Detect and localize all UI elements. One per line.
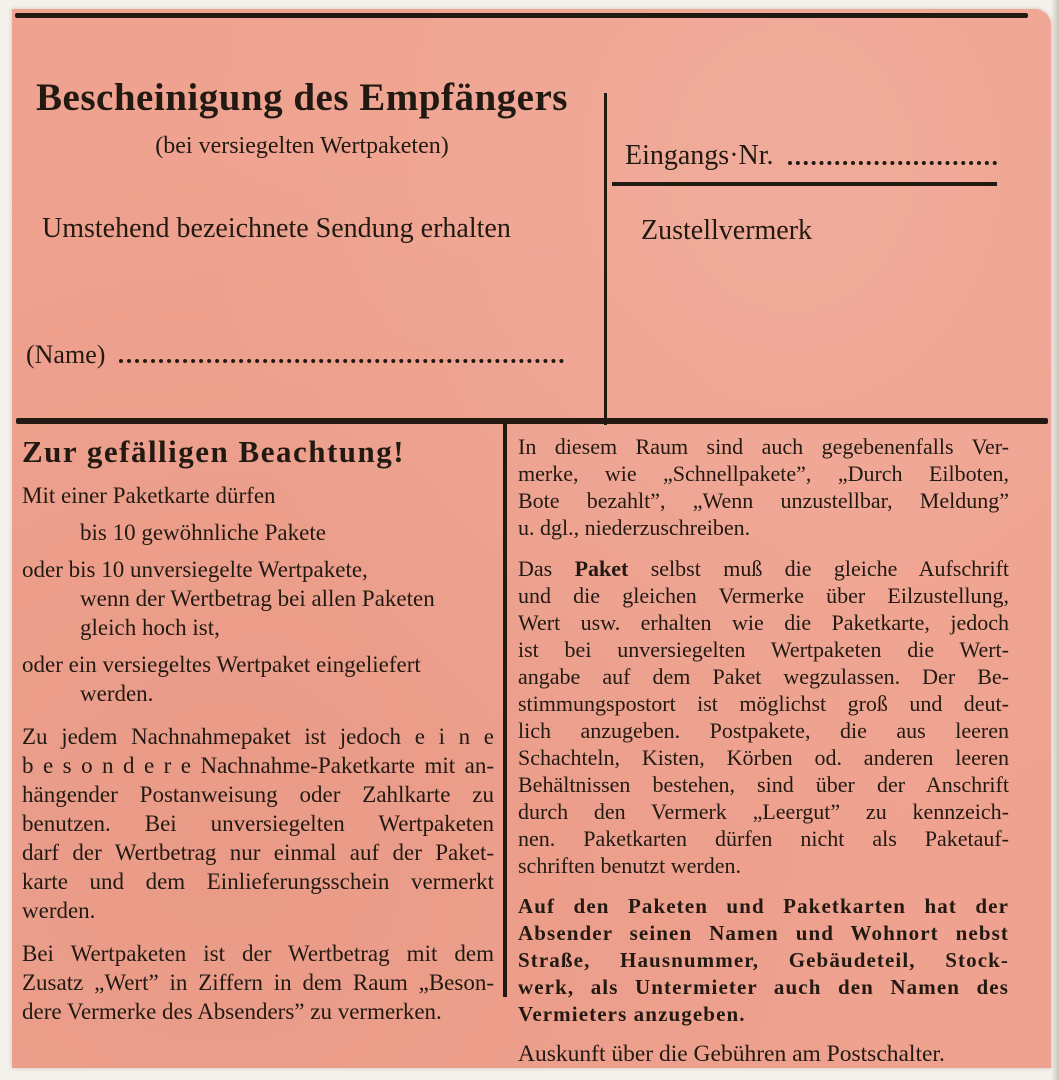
notice-heading: Zur gefälligen Beachtung! bbox=[22, 434, 406, 469]
notice-paragraph-nachnahme: Zu jedem Nachnahmepaket ist jedoch e i n e b e s o n d e r e Nachnahme-Paketkarte mit an- hängender Postanweisung oder Zahlkarte zu benutzen. Bei unversiegelten Wertpaketen darf der Wertbetrag nur einmal auf der Paket- karte und dem Einlieferungsschein vermerkt werden. bbox=[22, 724, 494, 924]
name-field-blank-line bbox=[119, 359, 564, 363]
notice-item-unsealed-cont1: wenn der Wertbetrag bei allen Paketen bbox=[80, 586, 435, 612]
remarks-column bbox=[518, 433, 1009, 1068]
entry-number-field-row bbox=[625, 140, 997, 172]
notice-item-sealed: oder ein versiegeltes Wertpaket eingeliefert bbox=[22, 652, 421, 678]
remarks-paket-body: und die gleichen Vermerke über Eilzustellung, Wert usw. erhalten wie die Paketkarte, jedoch ist bei unversiegelten Wertpaketen die Wert- angabe auf dem Paket wegzulassen. Der Be- stimmungspostort ist möglichst groß und deut- lich anzugeben. Postpakete, die aus leeren Schachteln, Kisten, Körben od. anderen leeren Behältnissen bestehen, sind über der Anschrift durch den Vermerk „Leergut” zu kennzeich- nen. Paketkarten dürfen nicht als Paketauf- schriften benutzt werden. bbox=[518, 583, 1009, 878]
remarks-paket-lead-line bbox=[518, 555, 1009, 582]
entry-number-underline-rule bbox=[612, 182, 997, 186]
scan-edge-shadow bbox=[1051, 0, 1059, 1080]
notice-item-unsealed: oder bis 10 unversiegelte Wertpakete, bbox=[22, 557, 368, 583]
remarks-paragraph-paket bbox=[518, 555, 1009, 879]
entry-number-label: Eingangs·Nr. bbox=[625, 140, 774, 171]
fees-info-line: Auskunft über die Gebühren am Postschalter. bbox=[518, 1041, 945, 1067]
received-statement: Umstehend bezeichnete Sendung erhalten bbox=[42, 213, 511, 244]
page-subtitle: (bei versiegelten Wertpaketen) bbox=[155, 133, 449, 159]
bottom-section-vertical-divider bbox=[503, 424, 507, 997]
notice-item-unsealed-cont2: gleich hoch ist, bbox=[80, 615, 220, 641]
notice-paragraph-wertangabe: Bei Wertpaketen ist der Wertbetrag mit dem Zusatz „Wert” in Ziffern in dem Raum „Beson- dere Vermerke des Absenders” zu vermerken. bbox=[22, 941, 494, 1025]
page-title: Bescheinigung des Empfängers bbox=[36, 76, 568, 119]
notice-item-sealed-cont: werden. bbox=[80, 681, 154, 707]
entry-number-blank-line bbox=[788, 161, 997, 165]
top-section-vertical-divider bbox=[604, 93, 607, 425]
main-horizontal-rule bbox=[16, 418, 1048, 424]
paket-lead-post: selbst muß die gleiche Aufschrift bbox=[628, 556, 1010, 581]
paket-lead-pre: Das bbox=[518, 556, 575, 581]
notice-item-plain-packages: bis 10 gewöhnliche Pakete bbox=[80, 520, 326, 546]
name-field-label: (Name) bbox=[26, 340, 106, 369]
paket-lead-bold-word: Paket bbox=[574, 556, 629, 581]
name-field-row bbox=[26, 340, 564, 370]
postal-form-card bbox=[12, 9, 1051, 1068]
delivery-note-label: Zustellvermerk bbox=[641, 215, 813, 246]
notice-column bbox=[22, 433, 494, 1026]
notice-intro-line: Mit einer Paketkarte dürfen bbox=[22, 483, 276, 509]
remarks-paragraph-absender: Auf den Paketen und Paketkarten hat der Absender seinen Namen und Wohnort nebst Straße, Hausnummer, Gebäudeteil, Stock- werk, als Untermieter auch den Namen des Vermieters anzugeben. bbox=[518, 894, 1009, 1026]
top-border-rule bbox=[15, 13, 1028, 18]
remarks-paragraph-raum: In diesem Raum sind auch gegebenenfalls Ver- merke, wie „Schnellpakete”, „Durch Eilboten, Bote bezahlt”, „Wenn unzustellbar, Meldung” u. dgl., niederzuschreiben. bbox=[518, 434, 1009, 540]
